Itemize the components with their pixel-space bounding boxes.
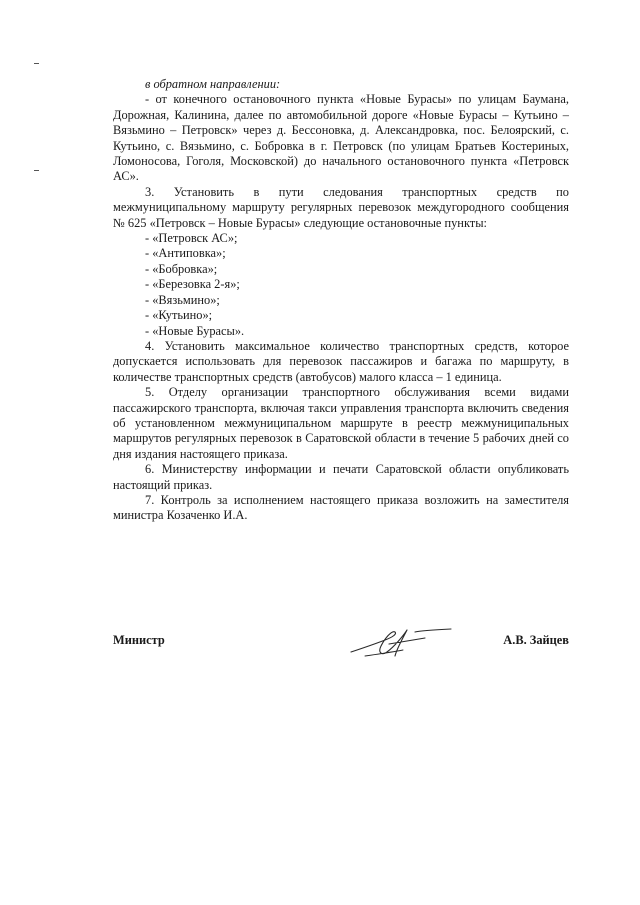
document-body (113, 77, 569, 524)
return-direction-heading: в обратном направлении: (145, 77, 281, 91)
signatory-name: А.В. Зайцев (503, 633, 569, 647)
item-7-paragraph: 7. Контроль за исполнением настоящего приказа возложить на заместителя министра Козаченко И.А. (113, 492, 569, 523)
stop-list-item: - «Бобровка»; (145, 261, 218, 276)
item-5-paragraph: 5. Отделу организации транспортного обслуживания всеми видами пассажирского транспорта, включая такси управления транспорта включить сведения об установленном межмуниципальном маршруте в реестр межмуниципальных маршрутов регулярных перевозок в Саратовской области в течение 5 рабочих дней со дня издания настоящего приказа. (113, 385, 569, 461)
stop-list-item: - «Петровск АС»; (145, 231, 238, 246)
stop-list-item: - «Антиповка»; (145, 246, 226, 261)
margin-mark (34, 63, 39, 64)
margin-mark (34, 170, 39, 171)
handwritten-signature-icon (345, 626, 455, 660)
stop-list-item: - «Вязьмино»; (145, 292, 220, 307)
return-route-paragraph: - от конечного остановочного пункта «Новые Бурасы» по улицам Баумана, Дорожная, Калинина, далее по автомобильной дороге «Новые Бурасы – Кутьино – Вязьмино – Петровск» через д. Бессоновка, д. Александровка, пос. Белоярский, с. Кутьино, с. Вязьмино, с. Бобровка в г. Петровск (по улицам Братьев Костериных, Ломоносова, Гоголя, Московской) до начального остановочного пункта «Петровск АС». (113, 92, 569, 184)
signature-block (113, 626, 569, 666)
item-4-paragraph: 4. Установить максимальное количество транспортных средств, которое допускается использовать для перевозок пассажиров и багажа по маршруту, в количестве транспортных средств (автобусов) малого класса – 1 единица. (113, 338, 569, 384)
stop-list-item: - «Кутьино»; (145, 308, 213, 323)
stop-list-item: - «Березовка 2-я»; (145, 277, 240, 292)
item-3-paragraph: 3. Установить в пути следования транспортных средств по межмуниципальному маршруту регулярных перевозок междугородного сообщения № 625 «Петровск – Новые Бурасы» следующие остановочные пункты: (113, 184, 569, 230)
signatory-position: Министр (113, 633, 165, 647)
item-6-paragraph: 6. Министерству информации и печати Саратовской области опубликовать настоящий приказ. (113, 462, 569, 492)
stop-list-item: - «Новые Бурасы». (145, 323, 245, 338)
